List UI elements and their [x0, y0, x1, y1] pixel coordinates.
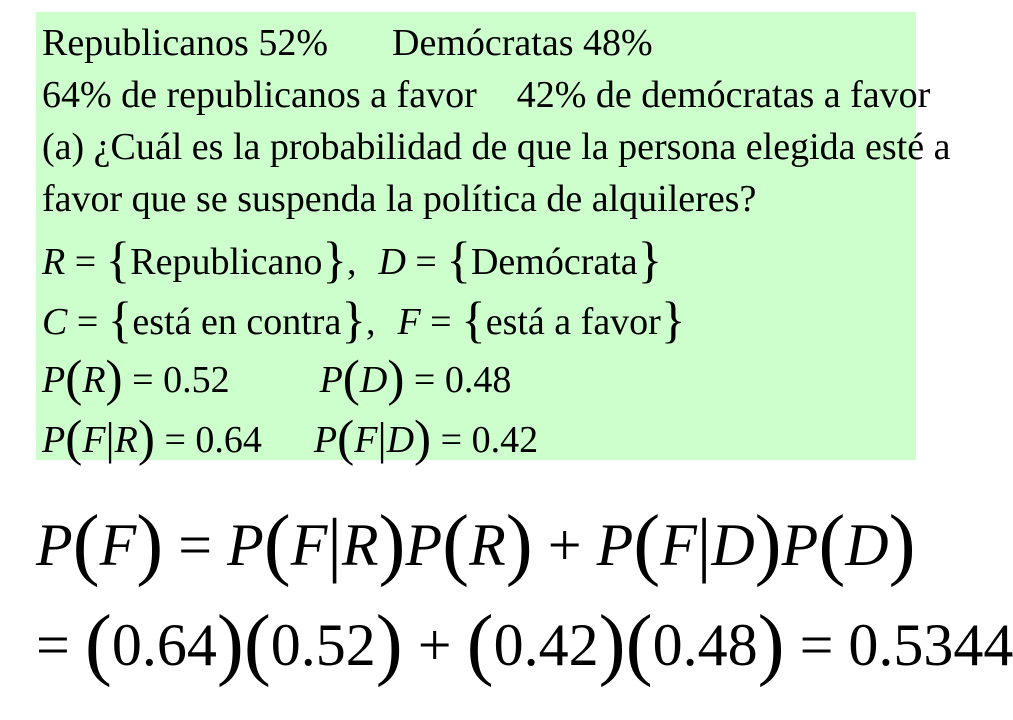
prob-r-value: 0.52	[163, 359, 230, 401]
total-probability-formula: P(F) = P(F|R)P(R) + P(F|D)P(D)	[36, 497, 916, 588]
line-percentages	[42, 24, 653, 62]
question-line-1: (a) ¿Cuál es la probabilidad de que la persona elegida esté a	[42, 126, 951, 168]
factor-0-48: 0.48	[652, 612, 758, 678]
prob-f-given-r-value: 0.64	[195, 419, 262, 461]
question-line-2: favor que se suspenda la política de alquileres?	[42, 178, 757, 220]
set-definitions-2: C = {está en contra}, F = {está a favor}	[42, 291, 686, 349]
conditional-probabilities: P(F|R) = 0.64 P(F|D) = 0.42	[42, 410, 539, 468]
prior-probabilities: P(R) = 0.52 P(D) = 0.48	[42, 350, 512, 408]
republicans-favor: 64% de republicanos a favor	[42, 74, 477, 116]
result-value: 0.5344	[848, 612, 1013, 678]
set-favor: está a favor	[485, 301, 661, 343]
set-contra: está en contra	[132, 301, 342, 343]
factor-0-64: 0.64	[111, 612, 217, 678]
numeric-evaluation: = (0.64)(0.52) + (0.42)(0.48) = 0.5344	[36, 597, 1013, 688]
set-republicano: Republicano	[130, 241, 323, 283]
prob-f-given-d-value: 0.42	[471, 419, 539, 461]
democrats-favor: 42% de demócratas a favor	[516, 74, 931, 116]
set-democrata: Demócrata	[470, 241, 638, 283]
factor-0-52: 0.52	[270, 612, 376, 678]
democrats-share: Demócratas 48%	[392, 22, 653, 64]
prob-d-value: 0.48	[444, 359, 512, 401]
problem-statement-box	[36, 12, 951, 468]
line-favor-rates	[42, 76, 930, 114]
republicans-share: Republicanos 52%	[42, 22, 329, 64]
factor-0-42: 0.42	[493, 612, 599, 678]
set-definitions-1: R = {Republicano}, D = {Demócrata}	[42, 231, 663, 289]
